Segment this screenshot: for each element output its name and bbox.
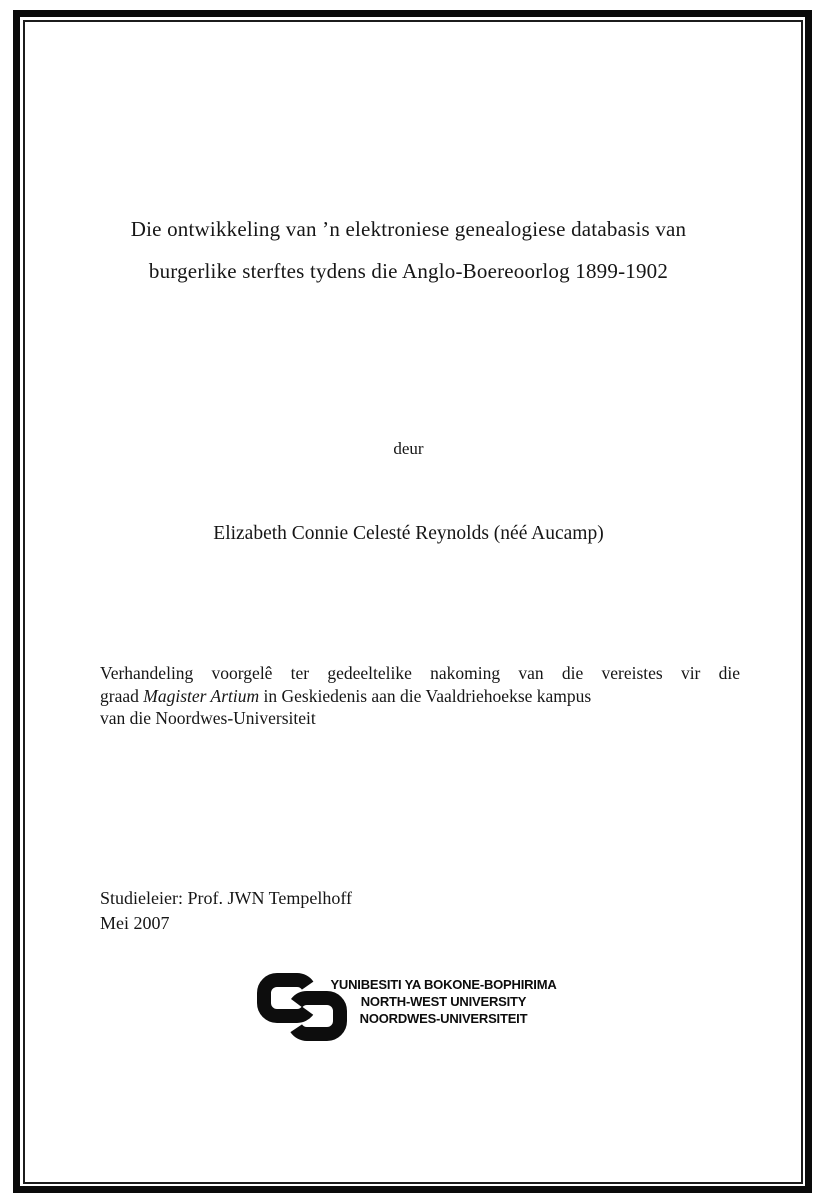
degree-statement [100, 662, 740, 730]
byline-label: deur [393, 439, 424, 458]
logo-text-setswana: YUNIBESITI YA BOKONE-BOPHIRIMA [330, 977, 557, 992]
supervisor-block [100, 886, 352, 936]
logo-text-english: NORTH-WEST UNIVERSITY [360, 994, 527, 1009]
degree-name-italic: Magister Artium [143, 685, 260, 706]
logo-text-afrikaans: NOORDWES-UNIVERSITEIT [359, 1011, 528, 1026]
date-line: Mei 2007 [100, 913, 170, 933]
thesis-title [0, 208, 817, 292]
thesis-title-line2: burgerlike sterftes tydens die Anglo-Boereoorlog 1899-1902 [148, 259, 669, 283]
university-logo-text [317, 976, 570, 1027]
author-name: Elizabeth Connie Celesté Reynolds (néé Aucamp) [213, 523, 604, 544]
degree-statement-line1: Verhandeling voorgelê ter gedeeltelike nakoming van die vereistes vir die [100, 663, 740, 683]
university-logo [257, 973, 587, 1053]
degree-statement-line3: van die Noordwes-Universiteit [100, 708, 316, 728]
supervisor-line: Studieleier: Prof. JWN Tempelhoff [100, 888, 353, 908]
degree-statement-line2: graad Magister Artium in Geskiedenis aan die Vaaldriehoekse kampus [100, 685, 592, 706]
thesis-title-line1: Die ontwikkeling van ’n elektroniese genealogiese databasis van [130, 217, 687, 241]
